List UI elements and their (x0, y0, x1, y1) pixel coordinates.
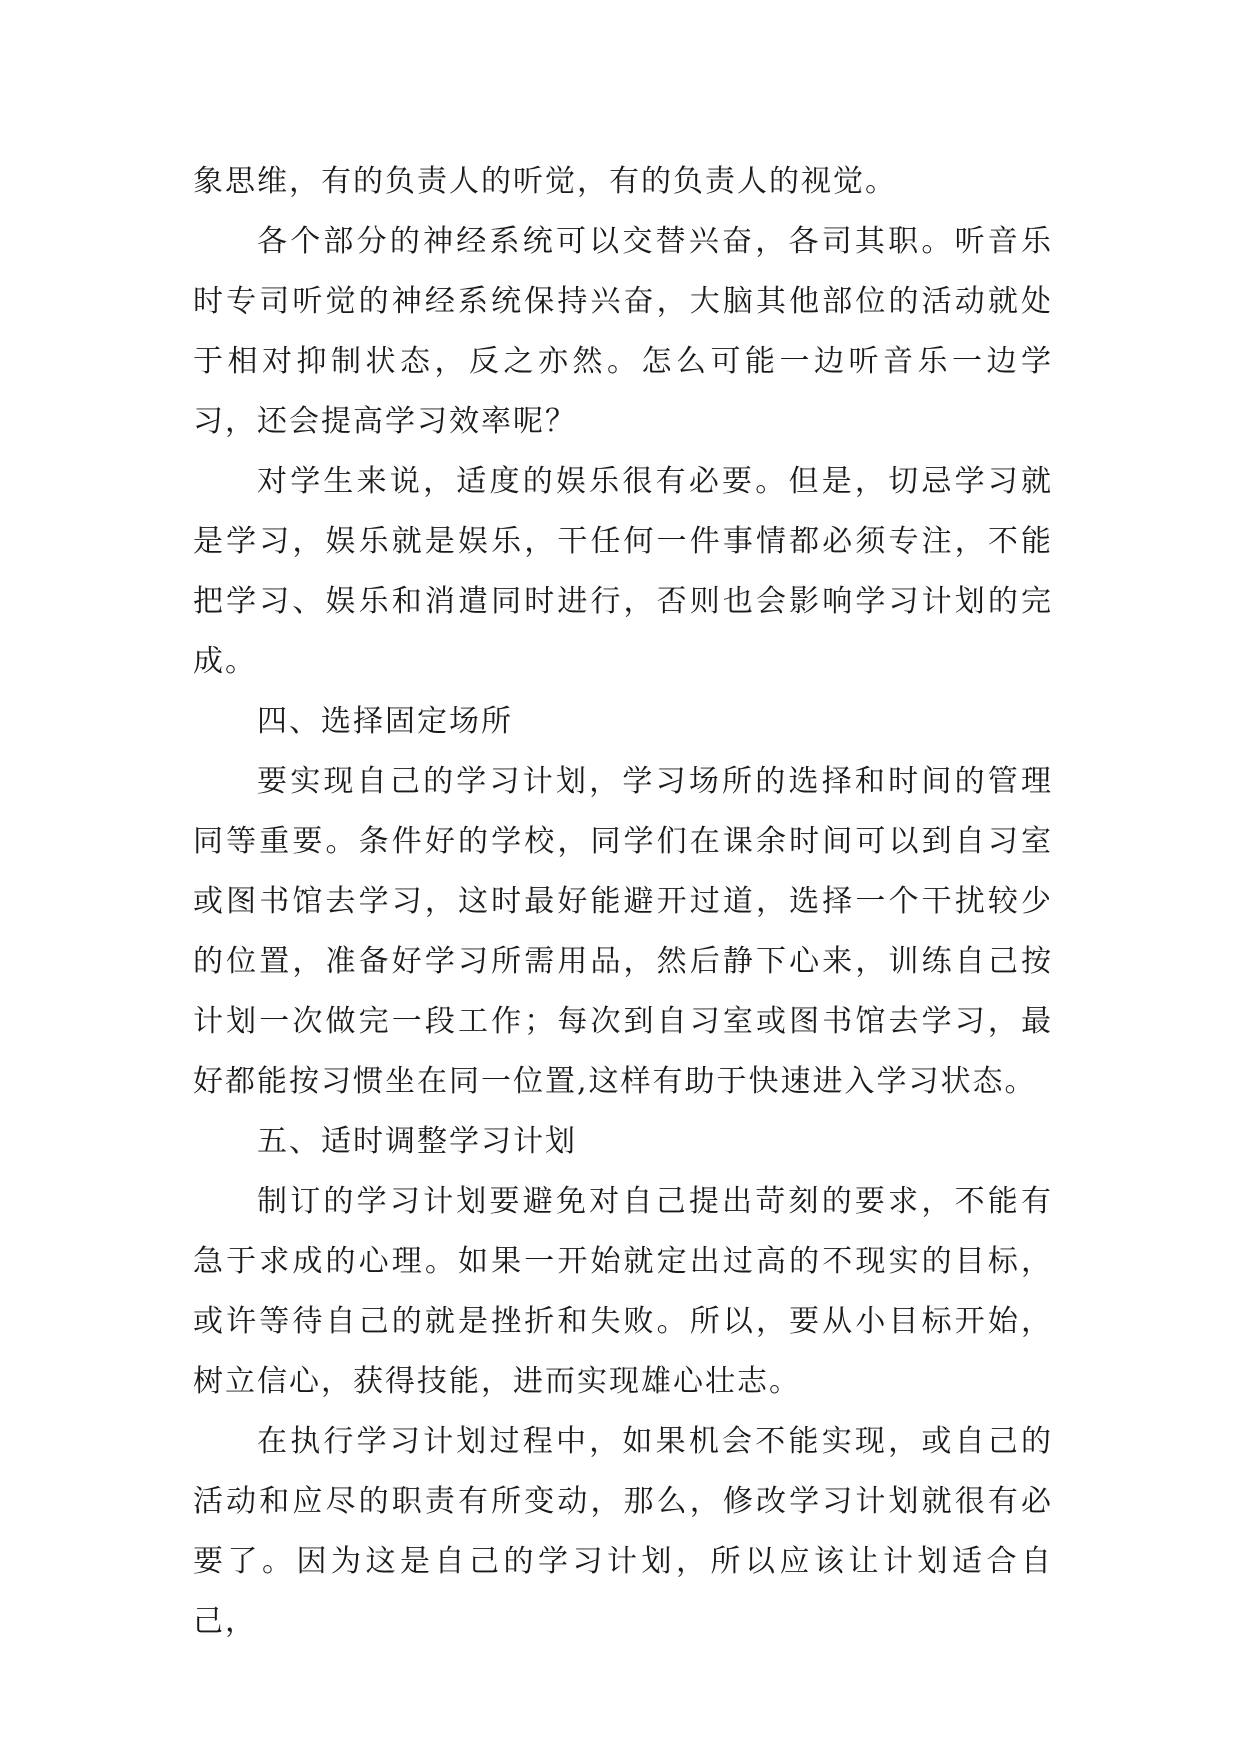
paragraph: 对学生来说，适度的娱乐很有必要。但是，切忌学习就是学习，娱乐就是娱乐，干任何一件事情都必须专注，不能把学习、娱乐和消遣同时进行，否则也会影响学习计划的完成。 (193, 464, 1053, 679)
section-heading: 四、选择固定场所 (257, 704, 513, 739)
paragraph: 在执行学习计划过程中，如果机会不能实现，或自己的活动和应尽的职责有所变动，那么，修改学习计划就很有必要了。因为这是自己的学习计划，所以应该让计划适合自己， (193, 1424, 1053, 1639)
paragraph: 制订的学习计划要避免对自己提出苛刻的要求，不能有急于求成的心理。如果一开始就定出过高的不现实的目标，或许等待自己的就是挫折和失败。所以，要从小目标开始，树立信心，获得技能，进而实现雄心壮志。 (193, 1184, 1053, 1399)
paragraph: 各个部分的神经系统可以交替兴奋，各司其职。听音乐时专司听觉的神经系统保持兴奋，大脑其他部位的活动就处于相对抑制状态，反之亦然。怎么可能一边听音乐一边学习，还会提高学习效率呢？ (193, 224, 1053, 439)
paragraph: 要实现自己的学习计划，学习场所的选择和时间的管理同等重要。条件好的学校，同学们在课余时间可以到自习室或图书馆去学习，这时最好能避开过道，选择一个干扰较少的位置，准备好学习所需用品，然后静下心来，训练自己按计划一次做完一段工作；每次到自习室或图书馆去学习，最好都能按习惯坐在同一位置,这样有助于快速进入学习状态。 (193, 764, 1053, 1099)
document-body (193, 152, 1053, 1652)
paragraph-continuation: 象思维，有的负责人的听觉，有的负责人的视觉。 (193, 164, 897, 199)
section-heading: 五、适时调整学习计划 (257, 1124, 577, 1159)
